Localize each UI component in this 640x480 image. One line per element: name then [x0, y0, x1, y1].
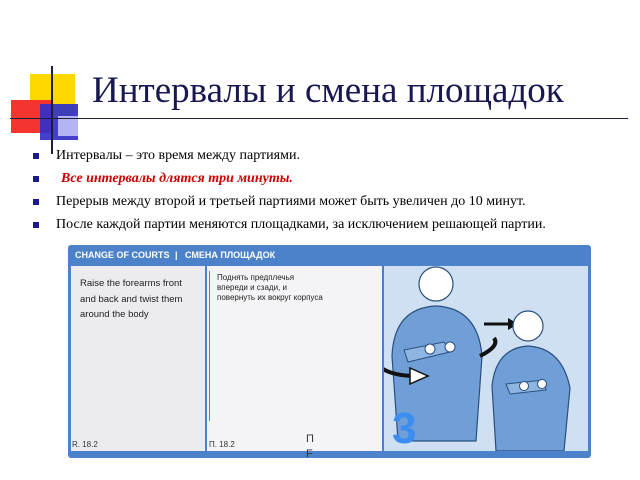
card-panel-figure: [384, 266, 588, 451]
bullet-icon: [33, 153, 39, 159]
bullet-item-highlight: Все интервалы длятся три минуты.: [30, 170, 630, 193]
bullet-icon: [33, 222, 39, 228]
card-panel-russian: [207, 266, 382, 460]
title-underline: [10, 118, 628, 119]
panel-divider: [209, 271, 210, 421]
rule-reference-en: R. 18.2: [72, 440, 98, 449]
bullet-icon: [33, 199, 39, 205]
signal-description-ru: Поднять предплечья впереди и сзади, и повернуть их вокруг корпуса: [217, 273, 323, 302]
card-letter-p: П: [306, 433, 314, 445]
bullet-item: После каждой партии меняются площадками, за исключением решающей партии.: [30, 216, 630, 239]
card-header-en: CHANGE OF COURTS: [75, 250, 170, 260]
referee-figure-front: [492, 311, 570, 451]
card-header: [68, 245, 591, 265]
bullet-icon: [33, 176, 39, 182]
slide-title: Интервалы и смена площадок: [92, 70, 564, 111]
bullet-list: [30, 147, 630, 239]
decor-lavender-square: [58, 116, 78, 136]
card-header-separator: |: [175, 250, 178, 260]
card-panel-english: [71, 266, 205, 451]
card-header-ru: СМЕНА ПЛОЩАДОК: [185, 250, 276, 260]
signal-number: 3: [392, 404, 417, 453]
bullet-item: Перерыв между второй и третьей партиями может быть увеличен до 10 минут.: [30, 193, 630, 216]
decor-vertical-line: [51, 66, 53, 154]
signal-description-en: Raise the forearms front and back and twist them around the body: [80, 278, 183, 320]
rule-reference-ru: П. 18.2: [209, 440, 235, 449]
referee-signal-card: [68, 245, 591, 458]
card-letter-f: F: [306, 448, 313, 460]
bullet-item: Интервалы – это время между партиями.: [30, 147, 630, 170]
